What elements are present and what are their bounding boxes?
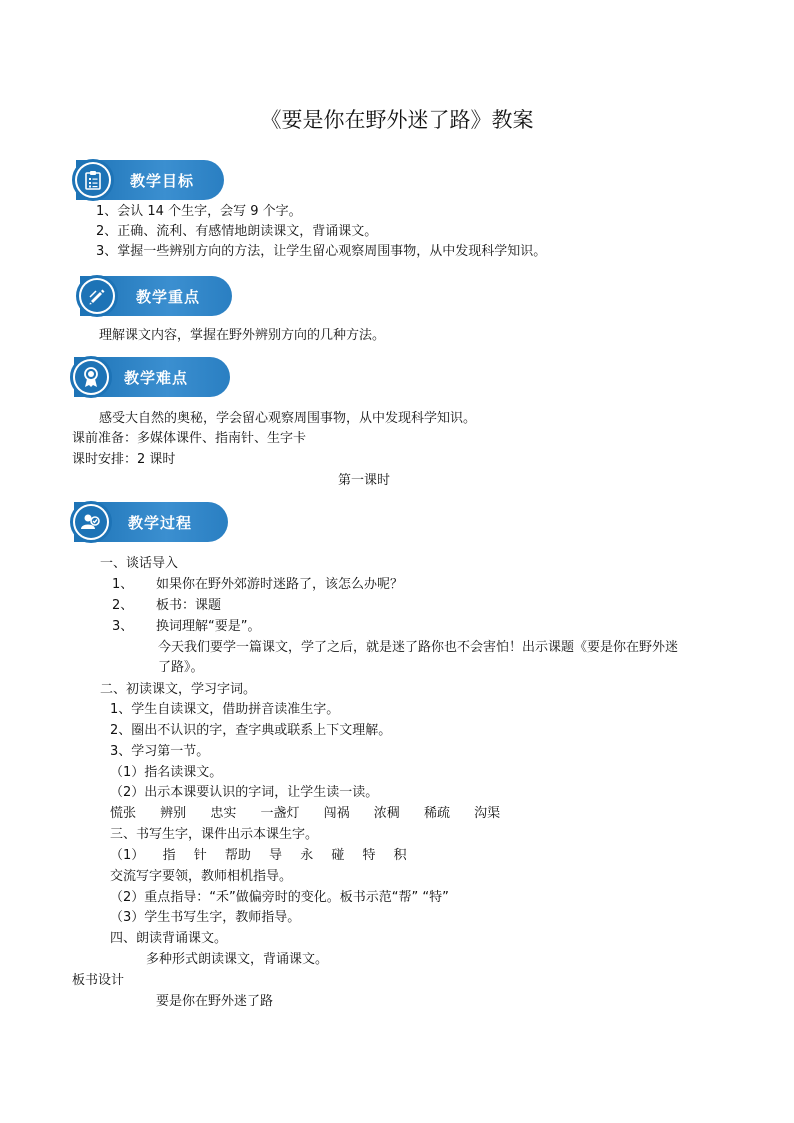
board-design-title: 要是你在野外迷了路 bbox=[156, 994, 274, 1009]
new-character: 碰 bbox=[331, 848, 345, 863]
step-text: 板书：课题 bbox=[156, 598, 222, 613]
new-character: 帮助 bbox=[224, 848, 251, 863]
vocab-word: 浓稠 bbox=[373, 806, 400, 821]
vocab-word: 一盏灯 bbox=[260, 806, 300, 821]
badge-key-points bbox=[76, 275, 118, 317]
new-character: 积 bbox=[393, 848, 407, 863]
part3-title: 三、书写生字，课件出示本课生字。 bbox=[110, 827, 319, 842]
key-points-text: 理解课文内容，掌握在野外辨别方向的几种方法。 bbox=[99, 328, 386, 343]
difficulties-text: 感受大自然的奥秘，学会留心观察周围事物，从中发现科学知识。 bbox=[99, 411, 477, 426]
preparation-line: 课前准备：多媒体课件、指南针、生字卡 bbox=[72, 431, 307, 446]
part2-item: 3、学习第一节。 bbox=[110, 744, 210, 759]
new-character: 特 bbox=[362, 848, 376, 863]
part3-line: （2）重点指导：“禾”做偏旁时的变化。板书示范“帮” “特” bbox=[110, 890, 449, 905]
chars-label: （1） bbox=[110, 848, 145, 863]
part2-title: 二、初读课文，学习字词。 bbox=[100, 682, 257, 697]
intro-paragraph-line: 了路》。 bbox=[158, 660, 204, 675]
board-design-label: 板书设计 bbox=[72, 973, 125, 988]
new-characters bbox=[110, 847, 407, 865]
step-text: 换词理解“要是”。 bbox=[156, 619, 261, 634]
vocab-word: 稀疏 bbox=[423, 806, 450, 821]
new-character: 永 bbox=[300, 848, 314, 863]
vocab-word: 闯祸 bbox=[323, 806, 350, 821]
badge-process bbox=[70, 501, 112, 543]
part2-item: （1）指名读课文。 bbox=[110, 765, 223, 780]
award-ribbon-icon bbox=[82, 366, 100, 388]
vocab-word: 辨别 bbox=[160, 806, 187, 821]
part2-item: 2、圈出不认识的字，查字典或联系上下文理解。 bbox=[110, 723, 392, 738]
part3-line: 交流写字要领，教师相机指导。 bbox=[110, 869, 293, 884]
new-character: 指 bbox=[162, 848, 176, 863]
section-heading-goals: 教学目标 bbox=[130, 172, 195, 190]
step-number: 1、 bbox=[112, 577, 134, 592]
section-heading-process: 教学过程 bbox=[128, 514, 193, 532]
section-heading-difficulties: 教学难点 bbox=[124, 369, 189, 387]
intro-paragraph-line: 今天我们要学一篇课文，学了之后，就是迷了路你也不会害怕！出示课题《要是你在野外迷 bbox=[158, 640, 679, 655]
section-heading-key-points: 教学重点 bbox=[136, 288, 201, 306]
pencil-icon bbox=[87, 286, 107, 306]
goal-item: 3、掌握一些辨别方向的方法，让学生留心观察周围事物，从中发现科学知识。 bbox=[96, 244, 547, 259]
step-number: 2、 bbox=[112, 598, 134, 613]
people-icon bbox=[80, 512, 102, 532]
class-hours-line: 课时安排：2 课时 bbox=[72, 452, 176, 467]
vocab-word: 沟渠 bbox=[474, 806, 501, 821]
vocab-word: 忠实 bbox=[210, 806, 237, 821]
part4-title: 四、朗读背诵课文。 bbox=[110, 931, 228, 946]
part1-title: 一、谈话导入 bbox=[100, 556, 179, 571]
new-character: 导 bbox=[269, 848, 283, 863]
goal-item: 2、正确、流利、有感情地朗读课文，背诵课文。 bbox=[96, 224, 378, 239]
vocab-word: 慌张 bbox=[110, 806, 137, 821]
part2-item: 1、学生自读课文，借助拼音读准生字。 bbox=[110, 702, 340, 717]
vocabulary-words bbox=[110, 805, 500, 823]
step-number: 3、 bbox=[112, 619, 134, 634]
badge-difficulties bbox=[70, 356, 112, 398]
badge-goals bbox=[72, 159, 114, 201]
document-title: 《要是你在野外迷了路》教案 bbox=[260, 108, 534, 132]
part3-line: （3）学生书写生字，教师指导。 bbox=[110, 910, 301, 925]
lesson-label: 第一课时 bbox=[338, 473, 391, 488]
part2-item: （2）出示本课要认识的字词，让学生读一读。 bbox=[110, 785, 379, 800]
goal-item: 1、会认 14 个生字，会写 9 个字。 bbox=[96, 204, 302, 219]
new-character: 针 bbox=[193, 848, 207, 863]
clipboard-icon bbox=[84, 170, 102, 190]
step-text: 如果你在野外郊游时迷路了，该怎么办呢？ bbox=[156, 577, 404, 592]
part4-text: 多种形式朗读课文，背诵课文。 bbox=[146, 952, 329, 967]
